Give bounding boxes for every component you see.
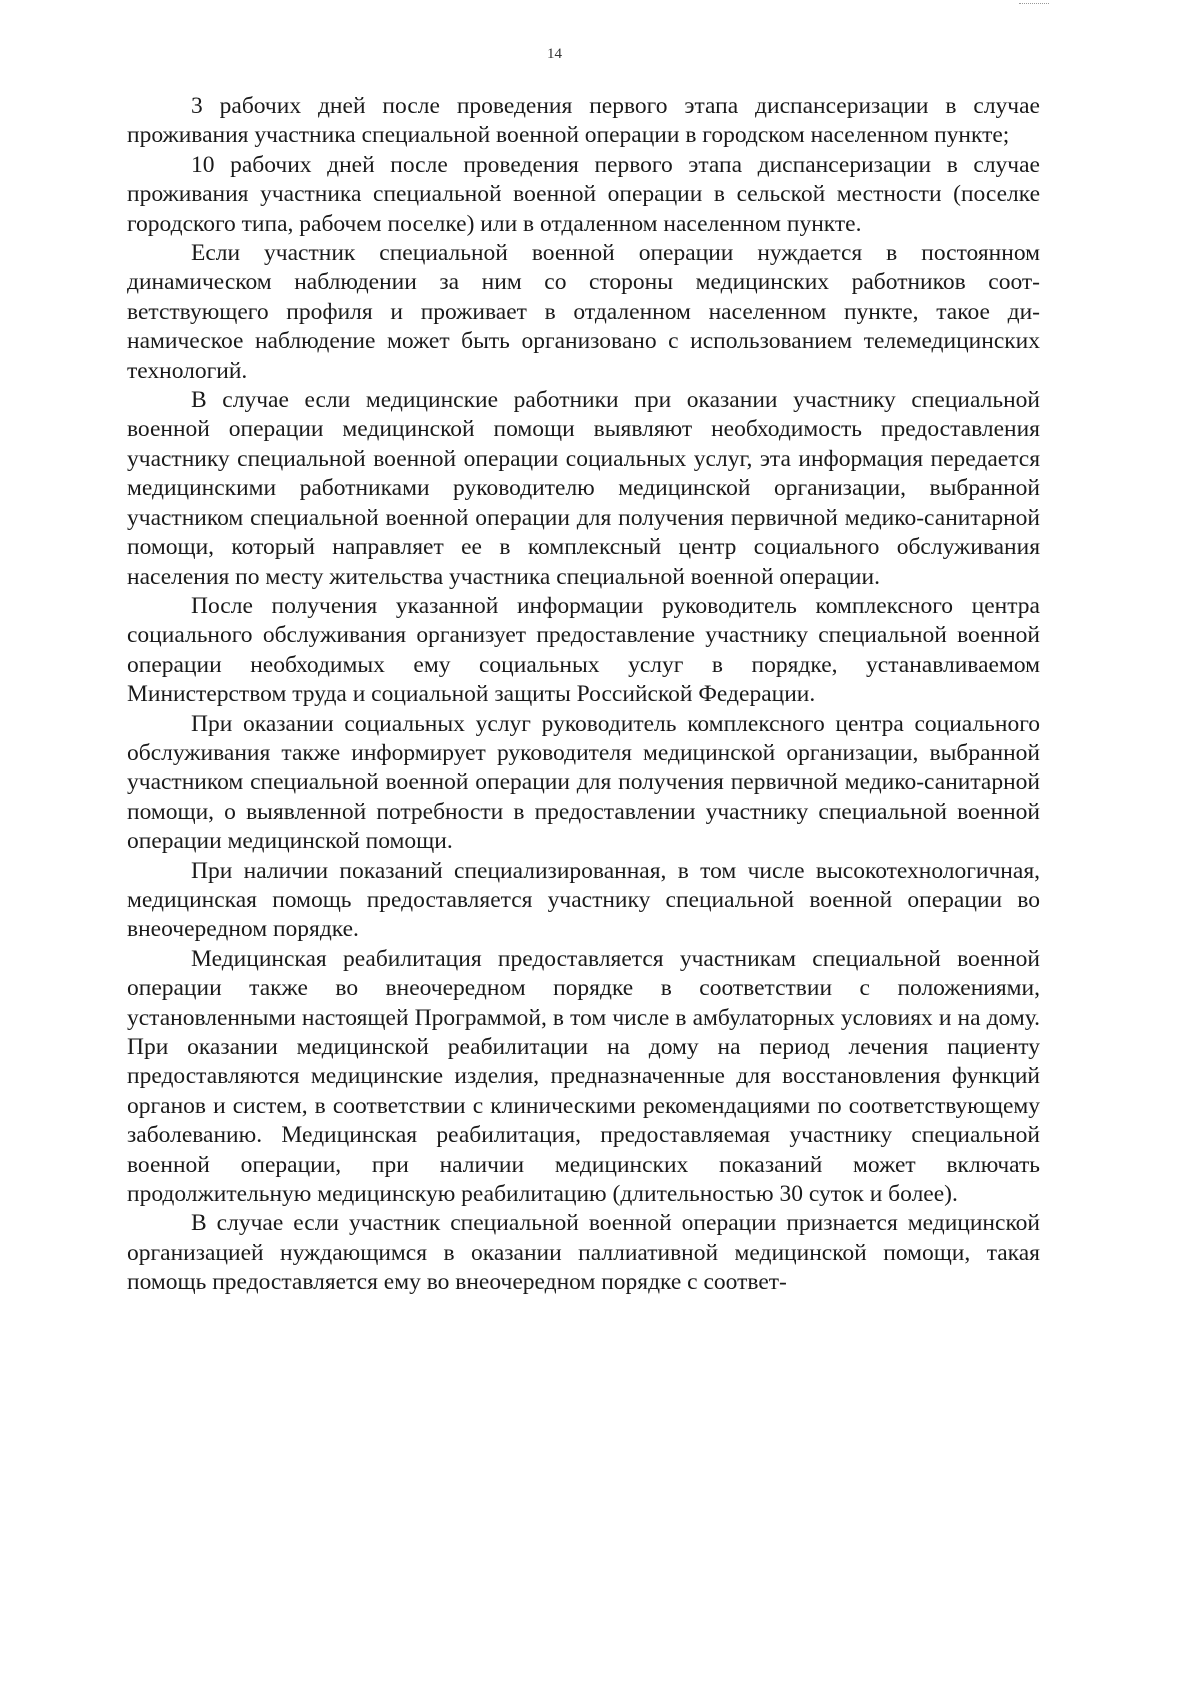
scan-corner-mark bbox=[1019, 0, 1049, 4]
page-number: 14 bbox=[547, 46, 562, 62]
paragraph: При наличии показаний специализированная, в том числе высокотехнологичная, медицинская помощь предоставляется участнику специальной военной операции во внеочередном порядке. bbox=[127, 857, 1040, 943]
paragraph: В случае если участник специальной военной операции признается медицинской организацией нуждающимся в оказании паллиативной медицинской помощи, такая помощь предоставляется ему во внеочередном порядке с соответ- bbox=[127, 1210, 1040, 1296]
paragraph: 10 рабочих дней после проведения первого этапа диспансеризации в случае проживания участника специальной военной операции в сельской местности (поселке городского типа, рабочем поселке) или в отдаленном населенном пункте. bbox=[127, 151, 1040, 237]
paragraph: После получения указанной информации руководитель комплексного центра социального обслуживания организует предоставление участнику специальной военной операции необходимых ему социальных услуг в порядке, устанавливаемом Министерством труда и социальной защиты Российской Федерации. bbox=[127, 592, 1040, 708]
paragraph: Если участник специальной военной операции нуждается в постоянном динамическом наблюдении за ним со стороны медицинских работников соответствующего профиля и проживает в отдаленном населенном пункте, такое динамическое наблюдение может быть организовано с использованием телемедицинских технологий. bbox=[127, 240, 1040, 384]
paragraph: Медицинская реабилитация предоставляется участникам специальной военной операции также во внеочередном порядке в соответствии с положениями, установленными настоящей Программой, в том числе в амбулаторных условиях и на дому. При оказании медицинской реабилитации на дому на период лечения пациенту предоставляются медицинские изделия, предназначенные для восстановления функций органов и систем, в соответствии с клиническими рекомендациями по соответствующему заболеванию. Медицинская реабилитация, предоставляемая участнику специальной военной операции, при наличии медицинских показаний может включать продолжительную медицинскую реабилитацию (длительностью 30 суток и более). bbox=[127, 945, 1040, 1208]
paragraph: 3 рабочих дней после проведения первого этапа диспансеризации в случае проживания участника специальной военной операции в городском населенном пункте; bbox=[127, 93, 1040, 149]
document-body bbox=[127, 92, 1040, 1298]
paragraph: В случае если медицинские работники при оказании участнику специальной военной операции медицинской помощи выявляют необходимость предоставления участнику специальной военной операции социальных услуг, эта информация передается медицинскими работниками руководителю медицинской организации, выбранной участником специальной военной операции для получения первичной медико-санитарной помощи, который направляет ее в комплексный центр социального обслуживания населения по месту жительства участника специальной военной операции. bbox=[127, 387, 1040, 590]
paragraph: При оказании социальных услуг руководитель комплексного центра социального обслуживания также информирует руководителя медицинской организации, выбранной участником специальной военной операции для получения первичной медико-санитарной помощи, о выявленной потребности в предоставлении участнику специальной военной операции медицинской помощи. bbox=[127, 710, 1040, 855]
